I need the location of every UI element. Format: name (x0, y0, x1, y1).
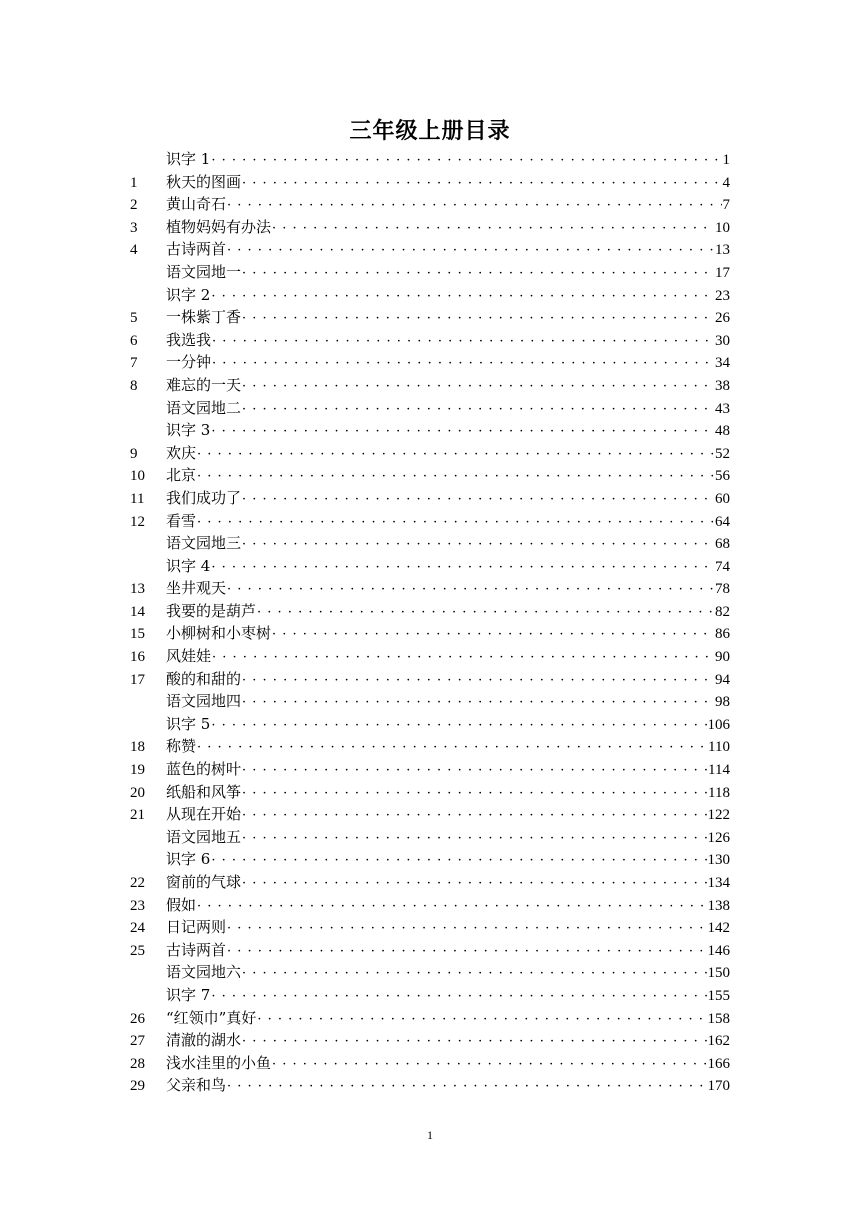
lesson-title: 小柳树和小枣树 (166, 624, 272, 643)
toc-entry (130, 735, 730, 758)
dot-leader (242, 670, 714, 693)
toc-entry (130, 848, 730, 871)
toc-entry (130, 781, 730, 804)
lesson-title: 植物妈妈有办法 (166, 217, 272, 236)
lesson-number: 24 (130, 920, 145, 937)
lesson-title: 从现在开始 (166, 805, 242, 824)
toc-entry (130, 148, 730, 171)
page-ref: 4 (722, 174, 730, 191)
dot-leader (242, 376, 714, 399)
lesson-title: 识字 1 (166, 150, 211, 168)
lesson-number: 19 (130, 762, 145, 779)
page-ref: 142 (707, 920, 730, 937)
page-ref: 30 (715, 332, 730, 349)
page-ref: 118 (708, 784, 730, 801)
lesson-number: 15 (130, 626, 145, 643)
lesson-title: 欢庆 (166, 443, 197, 462)
toc-entry (130, 916, 730, 939)
dot-leader (242, 1031, 706, 1054)
dot-leader (212, 353, 714, 376)
lesson-title: 识字 5 (166, 714, 211, 733)
page-ref: 114 (708, 762, 730, 779)
page-ref: 74 (715, 558, 730, 575)
lesson-number: 8 (130, 377, 138, 394)
lesson-title: 清澈的湖水 (166, 1031, 242, 1050)
dot-leader (242, 783, 707, 806)
lesson-title: 古诗两首 (166, 240, 227, 259)
dot-leader (242, 263, 714, 286)
lesson-number: 4 (130, 242, 138, 259)
dot-leader (227, 195, 721, 218)
toc-entry (130, 532, 730, 555)
toc-entry (130, 600, 730, 623)
dot-leader (212, 647, 714, 670)
page-ref: 122 (707, 807, 730, 824)
page-ref: 64 (715, 513, 730, 530)
lesson-number: 25 (130, 942, 145, 959)
lesson-number: 1 (130, 174, 138, 191)
toc-entry (130, 826, 730, 849)
toc-entry (130, 803, 730, 826)
lesson-title: 语文园地一 (166, 262, 242, 281)
lesson-number: 16 (130, 649, 145, 666)
page-ref: 43 (715, 400, 730, 417)
page-ref: 106 (707, 716, 730, 733)
dot-leader (272, 1054, 706, 1077)
dot-leader (211, 850, 706, 873)
toc-entry (130, 871, 730, 894)
dot-leader (197, 466, 714, 489)
lesson-number: 11 (130, 490, 145, 507)
dot-leader (242, 805, 706, 828)
lesson-title: 坐井观天 (166, 579, 227, 598)
lesson-number: 17 (130, 671, 145, 688)
dot-leader (211, 421, 714, 444)
page-ref: 86 (715, 626, 730, 643)
page-ref: 110 (708, 739, 730, 756)
dot-leader (242, 692, 714, 715)
lesson-title: 识字 2 (166, 285, 211, 304)
page-ref: 60 (715, 490, 730, 507)
toc-entry (130, 894, 730, 917)
page-ref: 150 (707, 965, 730, 982)
dot-leader (242, 828, 706, 851)
lesson-title: 语文园地二 (166, 398, 242, 417)
dot-leader (242, 173, 721, 196)
toc-entry (130, 984, 730, 1007)
page-ref: 68 (715, 536, 730, 553)
lesson-number: 13 (130, 581, 145, 598)
lesson-number: 10 (130, 468, 145, 485)
toc-entry (130, 1007, 730, 1030)
dot-leader (197, 444, 714, 467)
page-ref: 38 (715, 377, 730, 394)
dot-leader (272, 624, 714, 647)
page-ref: 138 (707, 897, 730, 914)
lesson-title: 难忘的一天 (166, 375, 242, 394)
page-ref: 10 (715, 219, 730, 236)
toc-entry (130, 690, 730, 713)
lesson-title: 语文园地六 (166, 963, 242, 982)
lesson-title: 假如 (166, 895, 197, 914)
toc-entry (130, 1074, 730, 1097)
page-ref: 13 (715, 242, 730, 259)
dot-leader (227, 579, 714, 602)
page-ref: 166 (707, 1055, 730, 1072)
lesson-title: 我要的是葫芦 (166, 601, 257, 620)
toc-entry (130, 397, 730, 420)
page-ref: 23 (715, 287, 730, 304)
page-ref: 130 (707, 852, 730, 869)
lesson-title: 一分钟 (166, 353, 212, 372)
page-ref: 134 (707, 875, 730, 891)
toc-entry (130, 284, 730, 307)
lesson-title: 我选我 (166, 330, 212, 349)
lesson-title: 纸船和风筝 (166, 782, 242, 801)
lesson-number: 29 (130, 1078, 145, 1095)
lesson-title: “红领巾”真好 (166, 1008, 257, 1027)
lesson-title: 一株紫丁香 (166, 308, 242, 327)
lesson-number: 12 (130, 513, 145, 530)
lesson-number: 2 (130, 197, 138, 214)
lesson-title: 父亲和鸟 (166, 1076, 227, 1095)
lesson-title: 语文园地三 (166, 534, 242, 553)
toc-entry (130, 1052, 730, 1075)
page-ref: 48 (715, 423, 730, 440)
lesson-number: 6 (130, 332, 138, 349)
page-ref: 26 (715, 310, 730, 327)
toc-entry (130, 171, 730, 194)
lesson-number: 28 (130, 1055, 145, 1072)
lesson-title: 古诗两首 (166, 940, 227, 959)
toc-entry (130, 510, 730, 533)
page-ref: 126 (707, 829, 730, 846)
lesson-title: 识字 7 (166, 985, 211, 1004)
dot-leader (212, 331, 714, 354)
toc-entry (130, 216, 730, 239)
lesson-title: 风娃娃 (166, 647, 212, 666)
lesson-number: 23 (130, 897, 145, 914)
dot-leader (227, 918, 706, 941)
page-title: 三年级上册目录 (349, 119, 511, 144)
lesson-number: 18 (130, 739, 145, 756)
lesson-number: 7 (130, 355, 138, 372)
dot-leader (257, 602, 714, 625)
dot-leader (197, 512, 714, 535)
page-ref: 52 (715, 445, 730, 462)
dot-leader (211, 150, 721, 173)
page-ref: 82 (715, 603, 730, 620)
lesson-number: 5 (130, 310, 138, 327)
toc-entry (130, 261, 730, 284)
lesson-title: 看雪 (166, 511, 197, 530)
dot-leader (242, 963, 706, 986)
lesson-title: 蓝色的树叶 (166, 760, 242, 779)
lesson-title: 识字 3 (166, 421, 211, 440)
dot-leader (211, 986, 706, 1009)
toc-entry (130, 306, 730, 329)
lesson-title: 日记两则 (166, 918, 227, 937)
dot-leader (211, 286, 714, 309)
toc-entry (130, 419, 730, 442)
lesson-number: 22 (130, 875, 145, 891)
toc-entry (130, 939, 730, 962)
dot-leader (257, 1009, 706, 1032)
page-ref: 34 (715, 355, 730, 372)
lesson-number: 20 (130, 784, 145, 801)
toc-entry (130, 577, 730, 600)
page-ref: 98 (715, 694, 730, 711)
dot-leader (227, 240, 714, 263)
toc-entry (130, 961, 730, 984)
dot-leader (242, 489, 714, 512)
toc-entry (130, 238, 730, 261)
toc-entry (130, 758, 730, 781)
dot-leader (197, 896, 706, 919)
page-ref: 155 (707, 987, 730, 1004)
page-ref: 56 (715, 468, 730, 485)
page-ref: 78 (715, 581, 730, 598)
dot-leader (227, 1076, 706, 1099)
toc-entry (130, 351, 730, 374)
toc-entry (130, 442, 730, 465)
lesson-number: 27 (130, 1033, 145, 1050)
page-ref: 90 (715, 649, 730, 666)
lesson-title: 黄山奇石 (166, 195, 227, 214)
dot-leader (197, 737, 707, 760)
dot-leader (272, 218, 714, 241)
lesson-title: 识字 4 (166, 556, 211, 575)
page-ref: 158 (707, 1010, 730, 1027)
lesson-title: 我们成功了 (166, 488, 242, 507)
lesson-number: 3 (130, 219, 138, 236)
lesson-number: 26 (130, 1010, 145, 1027)
toc-entry (130, 622, 730, 645)
lesson-title: 北京 (166, 466, 197, 485)
dot-leader (242, 534, 714, 557)
toc-entry (130, 464, 730, 487)
page-ref: 146 (707, 942, 730, 959)
toc-entry (130, 329, 730, 352)
dot-leader (242, 760, 707, 783)
table-of-contents (130, 148, 730, 1097)
page-ref: 94 (715, 671, 730, 688)
dot-leader (211, 557, 714, 580)
toc-entry (130, 713, 730, 736)
dot-leader (211, 715, 706, 738)
page-ref: 162 (707, 1033, 730, 1050)
lesson-title: 语文园地四 (166, 692, 242, 711)
dot-leader (242, 308, 714, 331)
toc-entry (130, 487, 730, 510)
dot-leader (242, 399, 714, 422)
page-ref: 1 (722, 152, 730, 168)
page-ref: 17 (715, 264, 730, 281)
toc-entry (130, 374, 730, 397)
toc-entry (130, 668, 730, 691)
dot-leader (227, 941, 706, 964)
lesson-number: 14 (130, 603, 145, 620)
lesson-title: 秋天的图画 (166, 172, 242, 191)
page-ref: 7 (722, 197, 730, 214)
lesson-title: 称赞 (166, 737, 197, 756)
toc-entry (130, 645, 730, 668)
dot-leader (242, 873, 706, 896)
lesson-title: 语文园地五 (166, 827, 242, 846)
page-ref: 170 (707, 1078, 730, 1095)
lesson-number: 21 (130, 807, 145, 824)
toc-entry (130, 193, 730, 216)
lesson-title: 窗前的气球 (166, 873, 242, 891)
lesson-title: 浅水洼里的小鱼 (166, 1053, 272, 1072)
toc-entry (130, 1029, 730, 1052)
toc-entry (130, 555, 730, 578)
lesson-title: 酸的和甜的 (166, 669, 242, 688)
lesson-title: 识字 6 (166, 850, 211, 869)
page-number: 1 (427, 1128, 433, 1142)
lesson-number: 9 (130, 445, 138, 462)
